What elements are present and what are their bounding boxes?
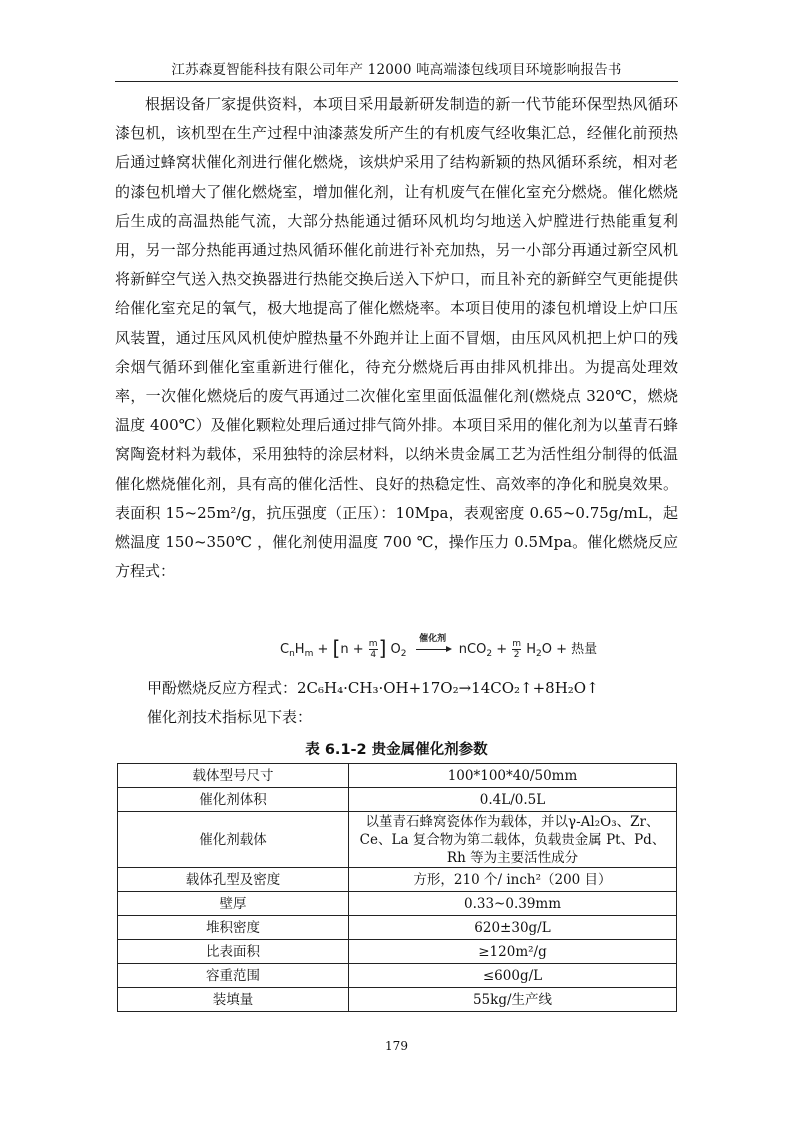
arrow-icon [416,649,450,650]
page-number: 179 [385,1039,408,1053]
page-header: 江苏森夏智能科技有限公司年产 12000 吨高端漆包线项目环境影响报告书 [171,62,622,78]
param-value-cell: ≥120m²/g [349,940,677,964]
fraction-m-over-2: $\frac{m}{2}$ [512,639,522,660]
reaction-equation [115,632,678,668]
param-name-cell: 壁厚 [118,892,349,916]
param-value-cell: ≤600g/L [349,964,677,988]
param-name-cell: 堆积密度 [118,916,349,940]
phenol-combustion-equation: 甲酚燃烧反应方程式：2C₆H₄·CH₃·OH+17O₂→14CO₂↑+8H₂O↑ [147,679,599,697]
table-row [118,764,677,788]
param-name-cell: 催化剂载体 [118,812,349,868]
param-name-cell: 装填量 [118,988,349,1012]
catalyst-params-table [117,763,677,1012]
param-name-cell: 载体孔型及密度 [118,868,349,892]
param-value-cell: 以堇青石蜂窝瓷体作为载体，并以γ-Al₂O₃、Zr、Ce、La 复合物为第二载体，负载贵金属 Pt、Pd、Rh 等为主要活性成分 [349,812,677,868]
table-row [118,812,677,868]
catalytic-combustion-description: 根据设备厂家提供资料，本项目采用最新研发制造的新一代节能环保型热风循环漆包机，该机型在生产过程中油漆蒸发所产生的有机废气经收集汇总，经催化前预热后通过蜂窝状催化剂进行催化燃烧，该烘炉采用了结构新颖的热风循环系统，相对老的漆包机增大了催化燃烧室，增加催化剂，让有机废气在催化室充分燃烧。催化燃烧后生成的高温热能气流，大部分热能通过循环风机均匀地送入炉膛进行热能重复利用，另一部分热能再通过热风循环催化前进行补充加热，另一小部分再通过新空风机将新鲜空气送入热交换器进行热能交换后送入下炉口，而且补充的新鲜空气更能提供给催化室充足的氧气，极大地提高了催化燃烧率。本项目使用的漆包机增设上炉口压风装置，通过压风风机使炉膛热量不外跑并让上面不冒烟，由压风风机把上炉口的残余烟气循环到催化室重新进行催化，待充分燃烧后再由排风机排出。为提高处理效率，一次催化燃烧后的废气再通过二次催化室里面低温催化剂(燃烧点 320℃，燃烧温度 400℃）及催化颗粒处理后通过排气筒外排。本项目采用的催化剂为以堇青石蜂窝陶瓷材料为载体，采用独特的涂层材料，以纳米贵金属工艺为活性组分制得的低温催化燃烧催化剂，具有高的催化活性、良好的热稳定性、高效率的净化和脱臭效果。表面积 15~25m²/g，抗压强度（正压）：10Mpa，表观密度 0.65~0.75g/mL，起燃温度 150~350℃ ，催化剂使用温度 700 ℃，操作压力 0.5Mpa。催化燃烧反应方程式： [115,95,678,581]
header-divider [115,81,678,82]
table-row [118,916,677,940]
table-row [118,788,677,812]
param-value-cell: 方形，210 个/ inch²（200 目） [349,868,677,892]
param-value-cell: 55kg/生产线 [349,988,677,1012]
param-name-cell: 容重范围 [118,964,349,988]
table-row [118,892,677,916]
param-name-cell: 载体型号尺寸 [118,764,349,788]
right-bracket: ] [378,636,387,660]
left-bracket: [ [332,636,341,660]
param-name-cell: 比表面积 [118,940,349,964]
table-row [118,940,677,964]
table-row [118,964,677,988]
param-value-cell: 0.4L/0.5L [349,788,677,812]
table-row [118,868,677,892]
table-body [118,764,677,1012]
catalytic-combustion-formula: $C_nH_m + [n$ + $\frac{m}{4}$ ] $O_2$ 催化剂 nCO$_2$ + $\frac{m}{2}$ $H_2O$ + 热量 [280,634,598,660]
reaction-arrow: 催化剂 [413,642,453,657]
table-row [118,988,677,1012]
table-intro: 催化剂技术指标见下表： [147,708,313,726]
fraction-m-over-4: $\frac{m}{4}$ [368,639,378,660]
param-value-cell: 100*100*40/50mm [349,764,677,788]
param-value-cell: 620±30g/L [349,916,677,940]
param-name-cell: 催化剂体积 [118,788,349,812]
param-value-cell: 0.33~0.39mm [349,892,677,916]
body-paragraph [115,90,678,586]
table-caption: 表 6.1-2 贵金属催化剂参数 [305,742,488,758]
